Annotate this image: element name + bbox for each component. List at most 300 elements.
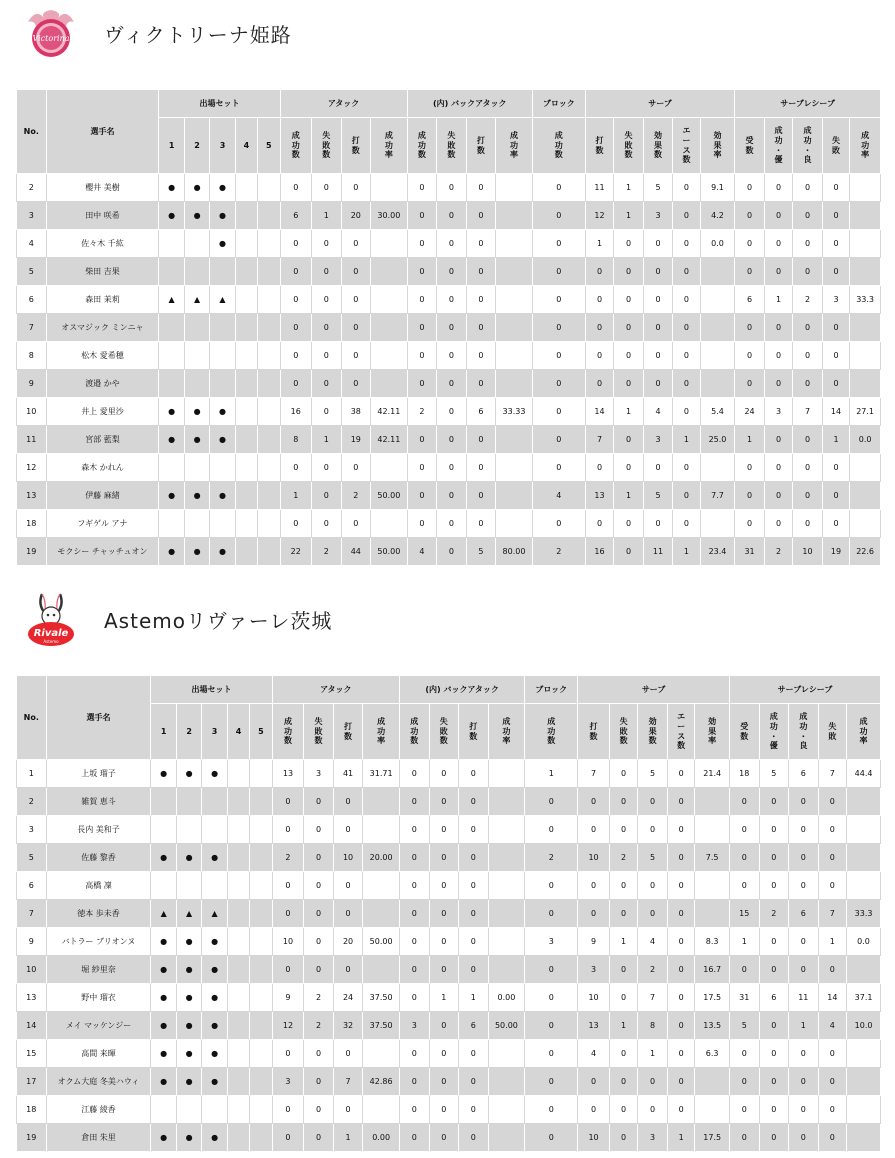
stat-cell: 0 [429, 956, 459, 984]
stat-cell: 0 [272, 788, 304, 816]
set-cell [210, 314, 235, 342]
col-header-label: 失 敗 数 [624, 131, 633, 160]
player-number: 7 [17, 314, 47, 342]
stat-cell: 7 [818, 760, 847, 788]
stat-cell [488, 1068, 525, 1096]
stat-cell: 2 [304, 1012, 334, 1040]
stat-cell: 9.1 [700, 174, 735, 202]
col-header-label: 打 数 [351, 135, 360, 155]
stat-cell: 0 [609, 1096, 638, 1124]
player-name[interactable]: バトラー ブリオンヌ [46, 928, 151, 956]
stat-cell: 0 [578, 1068, 610, 1096]
stat-cell: 1 [667, 1124, 695, 1152]
stat-cell: 0 [822, 202, 849, 230]
stat-cell: 0 [532, 174, 585, 202]
stat-cell: 0 [585, 370, 613, 398]
stat-cell: 3 [643, 426, 673, 454]
stat-cell: 7 [578, 760, 610, 788]
table-row [17, 788, 881, 816]
stat-cell: 10 [578, 984, 610, 1012]
substitute-mark: ▲ [176, 900, 201, 928]
stat-cell: 1 [312, 426, 342, 454]
stat-cell: 0 [793, 174, 823, 202]
table-row [17, 1012, 881, 1040]
stat-cell: 0 [459, 788, 489, 816]
stat-cell: 0 [407, 342, 437, 370]
stat-cell: 0 [333, 1040, 363, 1068]
col-header-label: 成 功 ・ 良 [799, 712, 808, 751]
player-name[interactable]: 柴田 吉果 [46, 258, 159, 286]
stat-cell: 0 [667, 872, 695, 900]
substitute-mark: ▲ [184, 286, 209, 314]
stats-table-rivale [16, 675, 881, 1152]
col-header-no: No. [17, 676, 47, 760]
stat-cell: 0.0 [847, 928, 881, 956]
col-header-label: 成 功 率 [861, 131, 870, 160]
stat-cell: 0 [667, 816, 695, 844]
stat-cell: 0 [437, 258, 467, 286]
stat-cell: 1 [822, 426, 849, 454]
stat-cell: 4.2 [700, 202, 735, 230]
stat-cell: 10 [793, 538, 823, 566]
set-cell [159, 510, 184, 538]
stat-cell: 13 [585, 482, 613, 510]
set-cell [210, 342, 235, 370]
stat-cell: 0 [429, 816, 459, 844]
stat-cell: 0 [789, 844, 819, 872]
stat-cell: 0 [304, 872, 334, 900]
stat-cell: 0 [789, 816, 819, 844]
stat-cell: 0 [735, 314, 765, 342]
player-number: 11 [17, 426, 47, 454]
set-cell [235, 202, 257, 230]
stat-cell [496, 202, 533, 230]
starter-mark: ● [202, 928, 227, 956]
stat-cell: 16.7 [695, 956, 730, 984]
set-cell [159, 230, 184, 258]
group-header-attack: アタック [280, 90, 407, 118]
stat-cell: 0 [614, 538, 644, 566]
stat-cell: 6.3 [695, 1040, 730, 1068]
player-name[interactable]: 伊藤 麻緒 [46, 482, 159, 510]
stat-cell: 0 [459, 956, 489, 984]
set-cell [210, 510, 235, 538]
set-cell [210, 370, 235, 398]
stat-cell: 0 [643, 286, 673, 314]
stat-cell: 0 [437, 426, 467, 454]
substitute-mark: ▲ [159, 286, 184, 314]
stat-cell [371, 258, 408, 286]
col-header-receive [729, 704, 759, 760]
group-header-serve: サーブ [578, 676, 730, 704]
set-cell [227, 1040, 249, 1068]
stat-cell: 31.71 [363, 760, 400, 788]
stat-cell [700, 258, 735, 286]
player-number: 1 [17, 760, 47, 788]
stat-cell [695, 816, 730, 844]
stat-cell: 0 [818, 1124, 847, 1152]
stat-cell: 0 [459, 760, 489, 788]
col-header-serve [643, 118, 673, 174]
player-name[interactable]: 長内 美和子 [46, 816, 151, 844]
table-row [17, 928, 881, 956]
col-header-label: 成 功 数 [554, 131, 563, 160]
stat-cell: 0 [789, 1096, 819, 1124]
team-header-victorina [22, 4, 292, 62]
stat-cell: 0 [735, 482, 765, 510]
set-cell [151, 816, 176, 844]
starter-mark: ● [151, 956, 176, 984]
stat-cell: 0 [735, 370, 765, 398]
player-name[interactable]: 江藤 綾香 [46, 1096, 151, 1124]
stat-cell: 0 [729, 816, 759, 844]
stat-cell: 17.5 [695, 1124, 730, 1152]
set-cell [250, 956, 272, 984]
stat-cell: 4 [532, 482, 585, 510]
set-cell [227, 1124, 249, 1152]
player-name[interactable]: オスマジック ミンニャ [46, 314, 159, 342]
player-name[interactable]: 森田 茉莉 [46, 286, 159, 314]
stat-cell: 0 [789, 1068, 819, 1096]
stat-cell: 1 [673, 426, 700, 454]
set-cell [227, 984, 249, 1012]
col-header-set: 3 [210, 118, 235, 174]
stat-cell [850, 370, 881, 398]
col-header-receive [850, 118, 881, 174]
player-number: 5 [17, 258, 47, 286]
stat-cell: 0 [609, 1124, 638, 1152]
set-cell [250, 816, 272, 844]
starter-mark: ● [151, 760, 176, 788]
stat-cell: 0 [609, 900, 638, 928]
player-number: 7 [17, 900, 47, 928]
col-header-label: 打 数 [589, 721, 598, 741]
stat-cell: 37.50 [363, 984, 400, 1012]
stat-cell: 0 [614, 454, 644, 482]
table-row [17, 844, 881, 872]
group-header-serve: サーブ [585, 90, 735, 118]
stat-cell: 0 [407, 230, 437, 258]
stat-cell: 0 [614, 370, 644, 398]
table-head [17, 676, 881, 760]
set-cell [250, 900, 272, 928]
stat-cell: 0 [673, 482, 700, 510]
set-cell [176, 816, 201, 844]
set-cell [235, 342, 257, 370]
player-name[interactable]: 櫻井 美樹 [46, 174, 159, 202]
stat-cell: 0 [818, 816, 847, 844]
stat-cell [488, 900, 525, 928]
player-name[interactable]: 堀 紗里奈 [46, 956, 151, 984]
col-header-label: 成 功 ・ 優 [774, 126, 783, 165]
stat-cell: 0 [614, 314, 644, 342]
stat-cell: 5 [729, 1012, 759, 1040]
player-name[interactable]: オクム大庭 冬美ハウィ [46, 1068, 151, 1096]
stat-cell: 0 [822, 370, 849, 398]
stat-cell [371, 510, 408, 538]
stat-cell [850, 230, 881, 258]
stat-cell: 0 [673, 342, 700, 370]
stat-cell: 0 [304, 1124, 334, 1152]
set-cell [235, 314, 257, 342]
player-name[interactable]: 高橋 凜 [46, 872, 151, 900]
starter-mark: ● [151, 1040, 176, 1068]
stat-cell: 0 [407, 286, 437, 314]
stat-cell: 0 [272, 956, 304, 984]
stat-cell: 0 [822, 314, 849, 342]
set-cell [235, 286, 257, 314]
col-header-set: 5 [258, 118, 280, 174]
stat-cell: 0 [341, 258, 371, 286]
stat-cell: 9 [578, 928, 610, 956]
set-cell [227, 816, 249, 844]
stat-cell [695, 872, 730, 900]
col-header-receive [793, 118, 823, 174]
stat-cell [695, 788, 730, 816]
stat-cell: 3 [272, 1068, 304, 1096]
stat-cell: 0.00 [363, 1124, 400, 1152]
player-number: 19 [17, 538, 47, 566]
col-header-label: 失 敗 数 [322, 131, 331, 160]
stat-cell: 1 [585, 230, 613, 258]
player-number: 9 [17, 928, 47, 956]
stat-cell: 0 [673, 174, 700, 202]
table-row [17, 1068, 881, 1096]
col-header-set: 4 [235, 118, 257, 174]
col-header-label: 失 敗 数 [447, 131, 456, 160]
col-header-back-attack [459, 704, 489, 760]
col-header-label: 失 敗 数 [439, 717, 448, 746]
stat-cell: 0 [466, 314, 496, 342]
stat-cell: 42.11 [371, 398, 408, 426]
player-name[interactable]: フギゲル アナ [46, 510, 159, 538]
stat-cell: 0 [673, 230, 700, 258]
stat-cell [363, 1040, 400, 1068]
col-header-serve [614, 118, 644, 174]
stat-cell: 4 [578, 1040, 610, 1068]
stat-cell: 0 [532, 342, 585, 370]
set-cell [250, 844, 272, 872]
set-cell [227, 844, 249, 872]
stat-cell: 0 [609, 1068, 638, 1096]
stat-cell: 3 [643, 202, 673, 230]
stat-cell: 0 [793, 258, 823, 286]
stat-cell [695, 900, 730, 928]
player-name[interactable]: 佐藤 黎香 [46, 844, 151, 872]
stat-cell [847, 872, 881, 900]
stat-cell: 6 [789, 760, 819, 788]
stat-cell: 1 [818, 928, 847, 956]
stat-cell: 6 [789, 900, 819, 928]
stat-cell [496, 286, 533, 314]
col-header-label: 打 数 [469, 721, 478, 741]
stat-cell: 0 [822, 454, 849, 482]
stat-cell: 32 [333, 1012, 363, 1040]
stat-cell: 0 [585, 454, 613, 482]
stat-cell: 0 [673, 370, 700, 398]
player-name[interactable]: メイ マッケンジー [46, 1012, 151, 1040]
stat-cell: 37.50 [363, 1012, 400, 1040]
stat-cell: 1 [312, 202, 342, 230]
player-name[interactable]: 雑賀 恵斗 [46, 788, 151, 816]
stat-cell: 0 [735, 454, 765, 482]
stat-cell: 0 [789, 956, 819, 984]
col-header-serve [695, 704, 730, 760]
set-cell [184, 342, 209, 370]
stat-cell: 0 [437, 286, 467, 314]
col-header-label: 効 果 率 [708, 717, 717, 746]
player-number: 18 [17, 510, 47, 538]
stat-cell: 50.00 [371, 482, 408, 510]
stat-cell [363, 816, 400, 844]
stat-cell: 0 [459, 1096, 489, 1124]
stat-cell: 7 [818, 900, 847, 928]
stat-cell: 0 [793, 426, 823, 454]
stat-cell: 0 [759, 788, 789, 816]
stat-cell: 0 [341, 174, 371, 202]
player-name[interactable]: モクシー チャッチュオン [46, 538, 159, 566]
set-cell [184, 510, 209, 538]
col-header-label: 成 功 数 [410, 717, 419, 746]
player-number: 5 [17, 844, 47, 872]
starter-mark: ● [184, 482, 209, 510]
stat-cell: 1 [614, 202, 644, 230]
stat-cell: 0 [532, 398, 585, 426]
starter-mark: ● [202, 1040, 227, 1068]
stat-cell: 0 [341, 342, 371, 370]
stat-cell: 1 [735, 426, 765, 454]
starter-mark: ● [202, 956, 227, 984]
stat-cell: 5 [638, 844, 668, 872]
rivale-logo [22, 590, 80, 648]
starter-mark: ● [210, 230, 235, 258]
team-name: Astemoリヴァーレ茨城 [104, 608, 333, 633]
stat-cell: 0 [525, 956, 578, 984]
col-header-label: 受 数 [740, 721, 749, 741]
stat-cell: 0 [399, 760, 429, 788]
starter-mark: ● [184, 426, 209, 454]
stat-cell [695, 1096, 730, 1124]
player-name[interactable]: 徳本 歩未香 [46, 900, 151, 928]
stat-cell [496, 482, 533, 510]
player-name[interactable]: 井上 愛里沙 [46, 398, 159, 426]
set-cell [250, 1096, 272, 1124]
player-name[interactable]: 田中 咲希 [46, 202, 159, 230]
stat-cell: 14 [585, 398, 613, 426]
stat-cell [700, 370, 735, 398]
player-name[interactable]: 宮部 藍梨 [46, 426, 159, 454]
group-header-receive: サーブレシーブ [735, 90, 881, 118]
stat-cell: 0.0 [700, 230, 735, 258]
stat-cell: 0 [822, 230, 849, 258]
stat-cell: 0 [312, 370, 342, 398]
player-name[interactable]: 野中 瑠衣 [46, 984, 151, 1012]
player-name[interactable]: 松木 愛希穂 [46, 342, 159, 370]
stat-cell [371, 174, 408, 202]
stat-cell: 0 [341, 370, 371, 398]
stat-cell: 33.3 [850, 286, 881, 314]
player-number: 3 [17, 202, 47, 230]
player-name[interactable]: 佐々木 千紘 [46, 230, 159, 258]
stat-cell [847, 1068, 881, 1096]
stat-cell: 0 [729, 788, 759, 816]
stat-cell: 0 [399, 872, 429, 900]
set-cell [202, 1096, 227, 1124]
player-name[interactable]: 高間 来暉 [46, 1040, 151, 1068]
stat-cell: 5 [643, 482, 673, 510]
stat-cell: 1 [789, 1012, 819, 1040]
player-number: 9 [17, 370, 47, 398]
stat-cell: 2 [407, 398, 437, 426]
stat-cell: 6 [459, 1012, 489, 1040]
stat-cell: 0 [759, 872, 789, 900]
stat-cell [488, 928, 525, 956]
stat-cell: 0 [667, 984, 695, 1012]
stat-cell: 0 [459, 928, 489, 956]
stat-cell: 0 [818, 788, 847, 816]
stat-cell: 0 [585, 286, 613, 314]
stat-cell: 0 [793, 510, 823, 538]
stat-cell: 5 [466, 538, 496, 566]
stat-cell [488, 1124, 525, 1152]
stat-cell: 13 [272, 760, 304, 788]
player-name[interactable]: 倉田 朱里 [46, 1124, 151, 1152]
player-name[interactable]: 上坂 瑠子 [46, 760, 151, 788]
stat-cell: 0 [729, 1040, 759, 1068]
stat-cell: 0 [459, 1068, 489, 1096]
col-header-attack [363, 704, 400, 760]
header-group-row [17, 676, 881, 704]
starter-mark: ● [184, 398, 209, 426]
col-header-receive [818, 704, 847, 760]
stat-cell: 0 [793, 342, 823, 370]
stat-cell: 0 [578, 816, 610, 844]
stat-cell: 0 [793, 202, 823, 230]
stat-cell: 0 [822, 482, 849, 510]
col-header-label: エ ー ス 数 [682, 126, 691, 165]
stat-cell: 0 [609, 956, 638, 984]
group-header-block: ブロック [532, 90, 585, 118]
stat-cell [850, 174, 881, 202]
stat-cell: 0 [735, 230, 765, 258]
stat-cell: 2 [793, 286, 823, 314]
player-name[interactable]: 渡邉 かや [46, 370, 159, 398]
stat-cell: 0 [341, 454, 371, 482]
stat-cell: 3 [399, 1012, 429, 1040]
stat-cell [700, 286, 735, 314]
starter-mark: ● [159, 174, 184, 202]
set-cell [159, 342, 184, 370]
set-cell [176, 872, 201, 900]
stat-cell: 80.00 [496, 538, 533, 566]
stat-cell: 31 [729, 984, 759, 1012]
stat-cell: 44 [341, 538, 371, 566]
table-row [17, 984, 881, 1012]
stat-cell: 0 [759, 844, 789, 872]
stat-cell: 0 [459, 900, 489, 928]
stat-cell: 0 [399, 1096, 429, 1124]
starter-mark: ● [210, 202, 235, 230]
col-header-set: 2 [176, 704, 201, 760]
stat-cell: 0 [614, 258, 644, 286]
stat-cell: 2 [764, 538, 792, 566]
player-name[interactable]: 森木 かれん [46, 454, 159, 482]
table-row [17, 1096, 881, 1124]
set-cell [258, 482, 280, 510]
set-cell [258, 538, 280, 566]
stat-cell: 0 [729, 1068, 759, 1096]
stat-cell [847, 1096, 881, 1124]
